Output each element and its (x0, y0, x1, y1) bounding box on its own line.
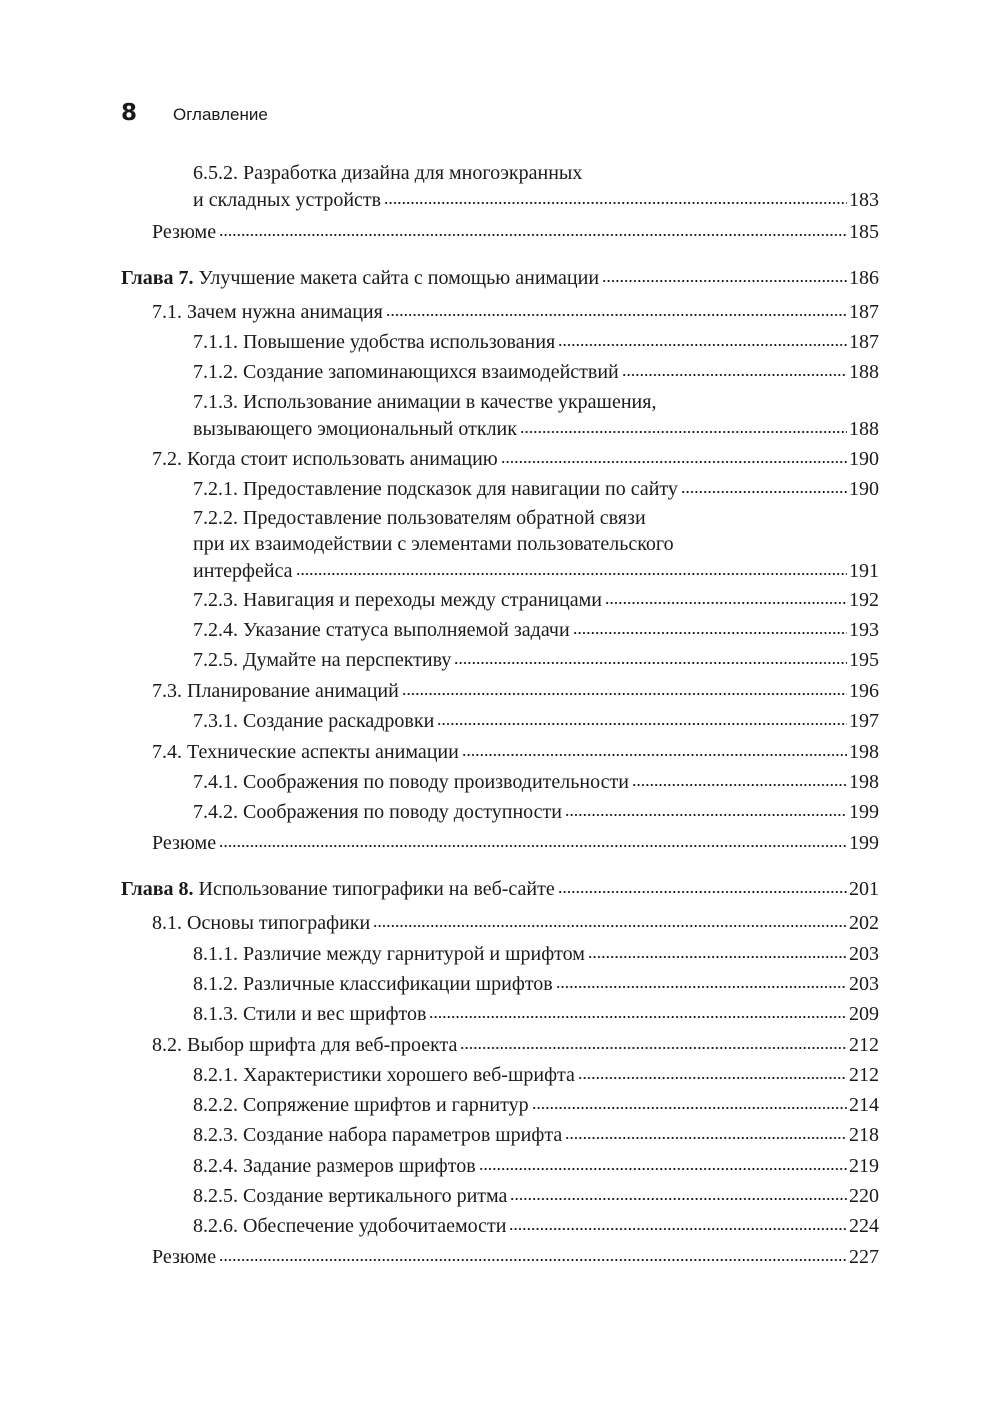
toc-page-number: 203 (849, 943, 879, 965)
toc-entry-title: 7.4.2. Соображения по поводу доступности (193, 801, 562, 823)
toc-page-number: 214 (849, 1094, 879, 1116)
toc-entry-line (152, 1243, 879, 1269)
toc-entry-title: при их взаимодействии с элементами пользовательского (193, 533, 674, 555)
toc-entry-title: 7.2. Когда стоит использовать анимацию (152, 448, 498, 470)
dot-leader (479, 1152, 847, 1172)
dot-leader (501, 445, 847, 465)
toc-entry-line (193, 505, 646, 531)
toc-page-number: 187 (849, 301, 879, 323)
toc-entry-title: 7.1. Зачем нужна анимация (152, 301, 383, 323)
toc-entry-line (193, 475, 879, 501)
dot-leader (384, 186, 847, 206)
toc-entry-line (152, 677, 879, 703)
chapter-label: Глава 8. (121, 878, 194, 900)
dot-leader (462, 738, 847, 758)
toc-entry-line (152, 738, 879, 764)
dot-leader (565, 798, 847, 818)
toc-page-number: 209 (849, 1003, 879, 1025)
toc-entry-title: 8.2. Выбор шрифта для веб-проекта (152, 1034, 458, 1056)
dot-leader (558, 328, 847, 348)
toc-entry-title: 7.1.3. Использование анимации в качестве украшения, (193, 391, 657, 413)
running-title: Оглавление (173, 105, 268, 124)
toc-entry-title: вызывающего эмоциональный отклик (193, 418, 517, 440)
dot-leader (219, 218, 847, 238)
toc-page-number: 190 (849, 478, 879, 500)
dot-leader (622, 358, 847, 378)
toc-entry-line (121, 264, 879, 290)
toc-entry-title: 7.3. Планирование анимаций (152, 680, 399, 702)
toc-page-number: 186 (849, 267, 879, 289)
toc-entry-title: 7.2.5. Думайте на перспективу (193, 649, 452, 671)
toc-page-number: 227 (849, 1246, 879, 1268)
toc-entry-title: 8.2.2. Сопряжение шрифтов и гарнитур (193, 1094, 529, 1116)
toc-page-number: 212 (849, 1064, 879, 1086)
dot-leader (429, 1000, 847, 1020)
toc-page-number: 195 (849, 649, 879, 671)
toc-entry-line (193, 415, 879, 441)
toc-entry-line (193, 707, 879, 733)
toc-entry-line (193, 586, 879, 612)
toc-entry-title: интерфейса (193, 560, 293, 582)
toc-entry-title: 8.1. Основы типографики (152, 912, 371, 934)
toc-entry-line (152, 445, 879, 471)
toc-entry-line (193, 389, 656, 415)
dot-leader (532, 1091, 847, 1111)
dot-leader (565, 1121, 847, 1141)
toc-page-number: 202 (849, 912, 879, 934)
toc-entry-line (193, 186, 879, 212)
dot-leader (632, 768, 847, 788)
toc-page-number: 203 (849, 973, 879, 995)
toc-entry-line (152, 1031, 879, 1057)
toc-page-number: 212 (849, 1034, 879, 1056)
toc-entry-title: 7.2.3. Навигация и переходы между страницами (193, 589, 602, 611)
dot-leader (219, 1243, 847, 1263)
toc-page-number: 188 (849, 418, 879, 440)
toc-entry-line (193, 1091, 879, 1117)
toc-entry-title: 8.2.1. Характеристики хорошего веб-шрифта (193, 1064, 575, 1086)
toc-entry-line (152, 829, 879, 855)
toc-entry-line (193, 940, 879, 966)
toc-page-number: 191 (849, 560, 879, 582)
page-number: 8 (121, 100, 138, 126)
toc-entry-title: 7.2.2. Предоставление пользователям обратной связи (193, 507, 646, 529)
dot-leader (454, 646, 847, 666)
dot-leader (602, 264, 847, 284)
toc-page-number: 188 (849, 361, 879, 383)
toc-entry-title: 7.4. Технические аспекты анимации (152, 741, 459, 763)
toc-entry-title: 7.1.1. Повышение удобства использования (193, 331, 556, 353)
toc-entry-line (193, 1212, 879, 1238)
dot-leader (605, 586, 847, 606)
toc-entry-title: 8.1.1. Различие между гарнитурой и шрифтом (193, 943, 585, 965)
toc-entry-title: 7.3.1. Создание раскадровки (193, 710, 435, 732)
toc-entry-line (193, 970, 879, 996)
dot-leader (219, 829, 847, 849)
toc-entry-line (152, 218, 879, 244)
toc-page-number: 187 (849, 331, 879, 353)
chapter-label: Глава 7. (121, 267, 194, 289)
toc-entry-title: Улучшение макета сайта с помощью анимации (198, 267, 600, 289)
dot-leader (681, 475, 847, 495)
toc-entry-title: 7.2.1. Предоставление подсказок для навигации по сайту (193, 478, 678, 500)
toc-page-number: 196 (849, 680, 879, 702)
dot-leader (556, 970, 847, 990)
toc-entry-title: 8.2.4. Задание размеров шрифтов (193, 1155, 476, 1177)
toc-page-number: 192 (849, 589, 879, 611)
toc-page-number: 198 (849, 741, 879, 763)
toc-entry-line (193, 1000, 879, 1026)
toc-page-number: 197 (849, 710, 879, 732)
toc-entry-line (193, 798, 879, 824)
dot-leader (437, 707, 847, 727)
toc-page-number: 199 (849, 801, 879, 823)
toc-entry-line (152, 909, 879, 935)
toc-entry-title: 7.1.2. Создание запоминающихся взаимодействий (193, 361, 619, 383)
dot-leader (509, 1212, 847, 1232)
toc-entry-line (121, 875, 879, 901)
toc-entry-title: 8.2.3. Создание набора параметров шрифта (193, 1124, 563, 1146)
toc-entry-line (193, 531, 674, 557)
dot-leader (510, 1182, 847, 1202)
toc-entry-line (193, 1061, 879, 1087)
dot-leader (402, 677, 847, 697)
toc-entry-title: Использование типографики на веб-сайте (198, 878, 555, 900)
toc-page-number: 193 (849, 619, 879, 641)
toc-entry-line (193, 1152, 879, 1178)
toc-entry-title: 6.5.2. Разработка дизайна для многоэкранных (193, 162, 583, 184)
dot-leader (588, 940, 847, 960)
toc-entry-title: 8.1.2. Различные классификации шрифтов (193, 973, 553, 995)
dot-leader (386, 298, 847, 318)
toc-page-number: 183 (849, 189, 879, 211)
toc-page-number: 190 (849, 448, 879, 470)
toc-entry-heading (121, 265, 599, 291)
dot-leader (373, 909, 847, 929)
toc-entry-title: 8.2.5. Создание вертикального ритма (193, 1185, 508, 1207)
dot-leader (558, 875, 847, 895)
toc-entry-title: 8.1.3. Стили и вес шрифтов (193, 1003, 427, 1025)
toc-entry-title: и складных устройств (193, 189, 382, 211)
toc-page-number: 201 (849, 878, 879, 900)
dot-leader (460, 1031, 847, 1051)
toc-entry-line (193, 1182, 879, 1208)
toc-page-number: 224 (849, 1215, 879, 1237)
toc-page-number: 219 (849, 1155, 879, 1177)
toc-entry-line (193, 557, 879, 583)
toc-page-number: 185 (849, 221, 879, 243)
toc-entry-title: Резюме (152, 832, 217, 854)
toc-entry-title: 7.4.1. Соображения по поводу производительности (193, 771, 629, 793)
toc-entry-title: Резюме (152, 221, 217, 243)
toc-entry-line (193, 646, 879, 672)
dot-leader (520, 415, 847, 435)
toc-entry-line (193, 1121, 879, 1147)
toc-entry-title: 7.2.4. Указание статуса выполняемой задачи (193, 619, 570, 641)
dot-leader (296, 557, 847, 577)
toc-entry-line (193, 328, 879, 354)
toc-entry-line (193, 616, 879, 642)
toc-entry-line (152, 298, 879, 324)
toc-entry-line (193, 358, 879, 384)
dot-leader (573, 616, 847, 636)
toc-entry-title: Резюме (152, 1246, 217, 1268)
toc-entry-line (193, 768, 879, 794)
toc-page-number: 199 (849, 832, 879, 854)
toc-entry-title: 8.2.6. Обеспечение удобочитаемости (193, 1215, 507, 1237)
toc-entry-heading (121, 876, 555, 902)
toc-page-number: 198 (849, 771, 879, 793)
dot-leader (578, 1061, 847, 1081)
toc-entry-line (193, 160, 582, 186)
toc-page-number: 220 (849, 1185, 879, 1207)
toc-page-number: 218 (849, 1124, 879, 1146)
